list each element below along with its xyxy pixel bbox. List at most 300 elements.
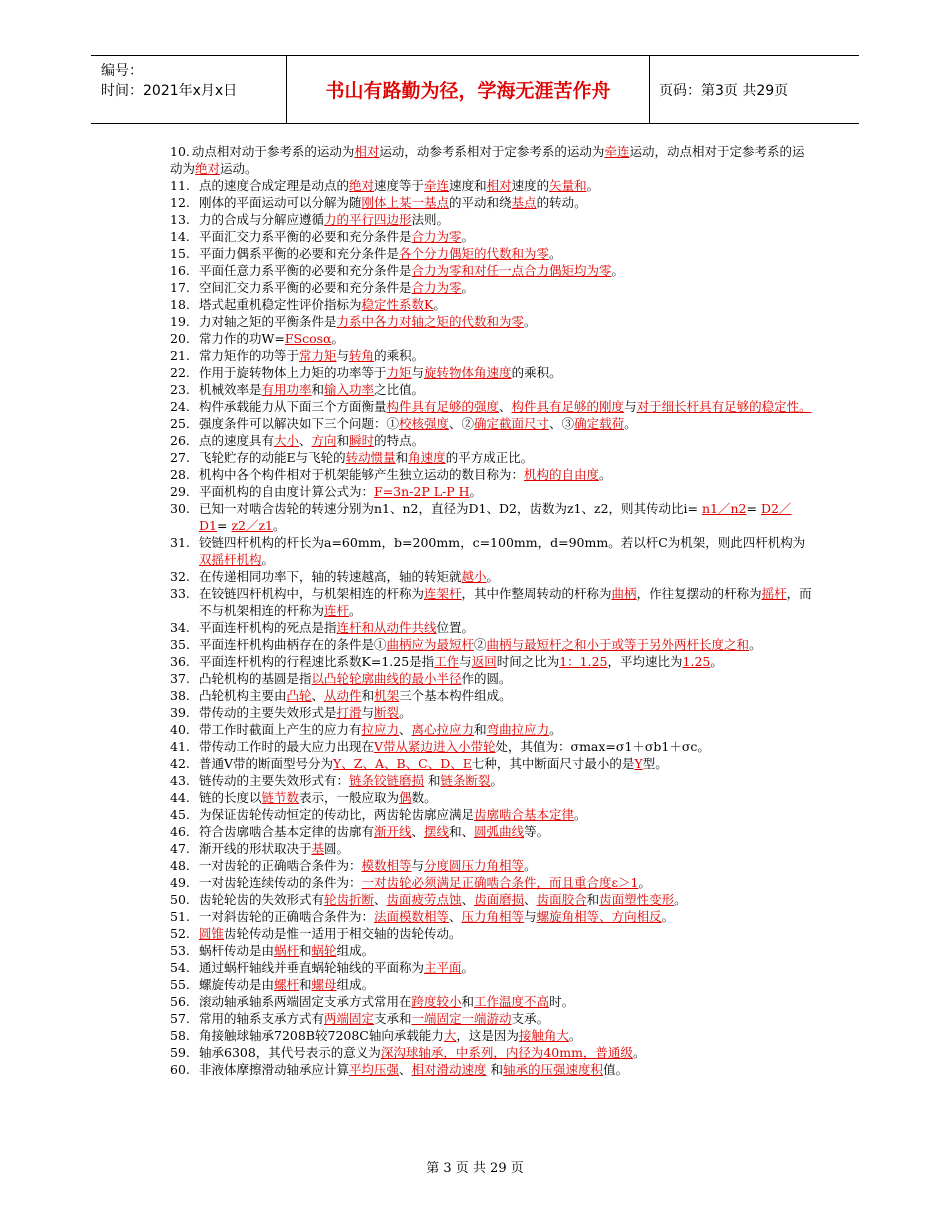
item-text (199, 823, 812, 840)
list-item (170, 177, 812, 194)
question-text: 轴承6308，其代号表示的意义为 (199, 1045, 381, 1060)
list-item (170, 398, 812, 415)
question-text: 和 (311, 382, 325, 397)
answer-text: 构件具有足够的强度 (386, 399, 500, 414)
answer-text: Y、Z、A、B、C、D、E (333, 756, 472, 771)
item-text (199, 755, 812, 772)
answer-text: 双摇杆机构 (199, 552, 262, 567)
question-text: 与 (624, 399, 637, 414)
list-item (170, 1044, 812, 1061)
item-number: 11. (170, 178, 190, 193)
question-text: 凸轮机构主要由 (199, 688, 287, 703)
item-number: 28. (170, 467, 190, 482)
list-item (170, 789, 812, 806)
question-text: 平面汇交力系平衡的必要和充分条件是 (199, 229, 412, 244)
question-text: 力的合成与分解应遵循 (199, 212, 325, 227)
answer-text: 法面模数相等 (374, 909, 450, 924)
question-text: 在传递相同功率下，轴的转速越高，轴的转矩就 (199, 569, 462, 584)
question-text: 支承和 (374, 1011, 412, 1026)
question-text: 时。 (549, 994, 575, 1009)
question-text: 运动，动点相对于定参考系的运动为 (170, 144, 805, 176)
question-text: ，作往复摆动的杆称为 (636, 586, 762, 601)
item-text (199, 1010, 812, 1027)
list-item (170, 823, 812, 840)
answer-text: 相对 (354, 144, 380, 159)
answer-text: 基 (311, 841, 325, 856)
question-text: 和 (586, 892, 600, 907)
item-text (199, 347, 812, 364)
item-number: 38. (170, 688, 190, 703)
list-item (170, 738, 812, 755)
question-text: 。 (524, 314, 537, 329)
item-number: 29. (170, 484, 190, 499)
answer-text: 确定截面尺寸 (474, 416, 550, 431)
answer-text: 确定载荷 (574, 416, 625, 431)
question-text: 带传动的主要失效形式是 (199, 705, 337, 720)
answer-text: 曲柄与最短杆之和小于或等于另外两杆长度之和 (486, 637, 750, 652)
question-text: 。 (624, 416, 637, 431)
item-number: 23. (170, 382, 190, 397)
answer-text: 螺旋角相等、方向相反 (536, 909, 662, 924)
answer-text: 模数相等 (361, 858, 412, 873)
header-page-info: 页码：第3页 共29页 (659, 82, 789, 99)
question-text: 、 (524, 892, 537, 907)
question-text: 的乘积。 (511, 365, 562, 380)
question-text: 和 (461, 994, 475, 1009)
question-text: 和、 (449, 824, 475, 839)
question-text: 一对齿轮的正确啮合条件为： (199, 858, 362, 873)
list-item (170, 619, 812, 636)
question-text: 和 (424, 773, 441, 788)
item-number: 22. (170, 365, 190, 380)
answer-text: 接触角大 (518, 1028, 569, 1043)
question-text: 。 (661, 909, 675, 924)
question-text: 平面连杆机构的行程速比系数K=1.25是指 (199, 654, 435, 669)
list-item (170, 840, 812, 857)
item-text (199, 670, 812, 687)
item-number: 40. (170, 722, 190, 737)
item-text (170, 144, 804, 176)
list-item (170, 806, 812, 823)
item-number: 35. (170, 637, 190, 652)
answer-text: 断裂 (374, 705, 400, 720)
list-item (170, 279, 812, 296)
question-text: 。 (524, 858, 537, 873)
item-text (199, 262, 812, 279)
answer-text: 离心拉应力 (411, 722, 475, 737)
list-item (170, 143, 812, 177)
question-text: 与 (459, 654, 472, 669)
question-text: 螺旋传动是由 (199, 977, 275, 992)
list-item (170, 500, 812, 534)
question-text: 符合齿廓啮合基本定律的齿廓有 (199, 824, 375, 839)
item-text (199, 449, 812, 466)
question-text: 力对轴之矩的平衡条件是 (199, 314, 337, 329)
answer-text: 连杆 (324, 603, 350, 618)
answer-text: 平均压强 (349, 1062, 400, 1077)
question-text: 平面任意力系平衡的必要和充分条件是 (199, 263, 412, 278)
item-text (199, 891, 812, 908)
question-text: 的特点。 (374, 433, 425, 448)
question-text: 。 (273, 518, 286, 533)
item-text (199, 1027, 812, 1044)
list-item (170, 364, 812, 381)
list-item (170, 636, 812, 653)
item-number: 43. (170, 773, 190, 788)
list-item (170, 296, 812, 313)
question-text: 和 (299, 943, 312, 958)
answer-text: 弯曲拉应力 (486, 722, 550, 737)
answer-text: 机构的自由度 (524, 467, 600, 482)
answer-text: 构件具有足够的刚度 (511, 399, 625, 414)
item-number: 50. (170, 892, 190, 907)
question-text: 和 (474, 722, 487, 737)
item-number: 21. (170, 348, 190, 363)
answer-text: 压力角相等 (461, 909, 525, 924)
item-number: 37. (170, 671, 190, 686)
question-text: 法则。 (411, 212, 450, 227)
item-number: 41. (170, 739, 190, 754)
question-text: 、 (411, 824, 425, 839)
item-number: 26. (170, 433, 190, 448)
item-number: 14. (170, 229, 190, 244)
list-item (170, 194, 812, 211)
item-text (199, 738, 812, 755)
answer-text: 圆弧曲线 (474, 824, 525, 839)
question-text: 一对斜齿轮的正确啮合条件为： (199, 909, 375, 924)
question-text: 。 (461, 229, 475, 244)
item-text (199, 1044, 812, 1061)
list-item (170, 1061, 812, 1078)
answer-text: 齿面疲劳点蚀 (386, 892, 462, 907)
question-text: 作用于旋转物体上力矩的功率等于 (199, 365, 387, 380)
item-number: 53. (170, 943, 190, 958)
answer-text: 连架杆 (424, 586, 462, 601)
answer-text: 方向 (311, 433, 337, 448)
question-text: 。 (399, 705, 412, 720)
item-text (199, 568, 812, 585)
answer-text: 主平面 (424, 960, 462, 975)
item-number: 55. (170, 977, 190, 992)
item-text (199, 245, 812, 262)
answer-text: 合力为零和对任一点合力偶矩均为零 (411, 263, 612, 278)
header-motto: 书山有路勤为径，学海无涯苦作舟 (325, 80, 611, 102)
answer-text: 曲柄 (611, 586, 637, 601)
question-text: 七种，其中断面尺寸最小的是 (471, 756, 635, 771)
question-text: 空间汇交力系平衡的必要和充分条件是 (199, 280, 412, 295)
list-item (170, 704, 812, 721)
question-text: 、 (499, 399, 512, 414)
item-number: 42. (170, 756, 190, 771)
question-text: 。 (611, 263, 625, 278)
question-text: 等。 (524, 824, 550, 839)
list-item (170, 942, 812, 959)
item-number: 56. (170, 994, 190, 1009)
question-text: = (746, 501, 761, 516)
item-text (199, 619, 812, 636)
question-text: 、 (399, 1062, 412, 1077)
answer-text: 齿廓啮合基本定律 (474, 807, 575, 822)
list-item (170, 585, 812, 619)
answer-text: 常力矩 (299, 348, 337, 363)
answer-text: 拉应力 (361, 722, 400, 737)
item-text (199, 942, 812, 959)
list-item (170, 653, 812, 670)
answer-text: 合力为零 (411, 229, 462, 244)
question-text: 平面力偶系平衡的必要和充分条件是 (199, 246, 400, 261)
list-item (170, 772, 812, 789)
question-text: ，其中作整周转动的杆称为 (461, 586, 612, 601)
answer-text: FScosα (284, 331, 332, 346)
item-number: 13. (170, 212, 190, 227)
item-number: 18. (170, 297, 190, 312)
item-number: 44. (170, 790, 190, 805)
code-label: 编号： (101, 63, 143, 79)
answer-text: 连杆和从动件共线 (336, 620, 437, 635)
list-item (170, 687, 812, 704)
question-text: 型。 (642, 756, 668, 771)
answer-text: 牵连 (604, 144, 630, 159)
list-item (170, 415, 812, 432)
answer-text: 返回 (471, 654, 497, 669)
list-item (170, 228, 812, 245)
question-text: 链传动的主要失效形式有： (199, 773, 350, 788)
list-item (170, 262, 812, 279)
list-item (170, 432, 812, 449)
answer-text: 两端固定 (324, 1011, 375, 1026)
list-item (170, 993, 812, 1010)
item-number: 27. (170, 450, 190, 465)
question-text: 的平动和绕 (449, 195, 512, 210)
question-text: 表示，一般应取为 (299, 790, 400, 805)
question-text: 支承。 (511, 1011, 550, 1026)
question-text: 位置。 (436, 620, 475, 635)
question-text: 齿轮传动是惟一适用于相交轴的齿轮传动。 (224, 926, 462, 941)
question-text: 之比值。 (374, 382, 425, 397)
answer-text: 有用功率 (261, 382, 312, 397)
list-item (170, 347, 812, 364)
answer-text: 1.25 (682, 654, 711, 669)
list-item (170, 874, 812, 891)
answer-text: 链节数 (261, 790, 300, 805)
question-text: 。 (486, 569, 500, 584)
question-text: 为保证齿轮传动恒定的传动比，两齿轮齿廓应满足 (199, 807, 475, 822)
answer-text: 稳定性系数K (361, 297, 434, 312)
question-text: 的平方成正比。 (445, 450, 534, 465)
answer-text: 绝对 (195, 161, 221, 176)
answer-text: 牵连 (424, 178, 450, 193)
item-text (199, 483, 812, 500)
item-text (199, 432, 812, 449)
question-text: 非液体摩擦滑动轴承应计算 (199, 1062, 350, 1077)
answer-text: 对于细长杆具有足够的稳定性。 (636, 399, 812, 414)
question-text: 通过蜗杆轴线并垂直蜗轮轴线的平面称为 (199, 960, 425, 975)
answer-text: 深沟球轴承，中系列，内径为40mm，普通级 (380, 1045, 633, 1060)
answer-text: 蜗轮 (311, 943, 337, 958)
list-item (170, 568, 812, 585)
item-number: 48. (170, 858, 190, 873)
answer-text: 链条断裂 (440, 773, 491, 788)
item-text (199, 636, 812, 653)
list-item (170, 755, 812, 772)
item-number: 16. (170, 263, 190, 278)
item-text (199, 177, 812, 194)
question-text: 的转动。 (536, 195, 587, 210)
question-text: 构件承载能力从下面三个方面衡量 (199, 399, 387, 414)
question-text: 和 (361, 688, 375, 703)
item-text (199, 381, 812, 398)
question-text: 与 (411, 365, 425, 380)
question-text: 和 (299, 977, 312, 992)
question-text: 飞轮贮存的动能E与飞轮的 (199, 450, 346, 465)
answer-text: 1：1.25 (559, 654, 608, 669)
answer-text: 旋转物体角速度 (424, 365, 512, 380)
page-header (91, 55, 859, 124)
item-number: 30. (170, 501, 190, 516)
question-text: 。 (461, 280, 475, 295)
item-number: 32. (170, 569, 190, 584)
item-number: 12. (170, 195, 190, 210)
question-text: 机构中各个构件相对于机架能够产生独立运动的数目称为： (199, 467, 525, 482)
question-text: 、 (311, 688, 325, 703)
question-text: 速度的 (511, 178, 550, 193)
item-text (199, 279, 812, 296)
question-text: 。 (674, 892, 687, 907)
question-text: 一对齿轮连续传动的条件为： (199, 875, 362, 890)
answer-text: 输入功率 (324, 382, 375, 397)
answer-text: 相对滑动速度 (411, 1062, 487, 1077)
question-text: 组成。 (336, 943, 375, 958)
question-text: 。 (461, 960, 475, 975)
item-text (199, 364, 812, 381)
item-number: 47. (170, 841, 190, 856)
answer-text: 瞬时 (349, 433, 375, 448)
item-number: 60. (170, 1062, 190, 1077)
question-text: 、 (374, 892, 387, 907)
list-item (170, 211, 812, 228)
answer-text: 刚体上某一基点 (361, 195, 450, 210)
header-meta (101, 61, 281, 101)
list-item (170, 976, 812, 993)
item-number: 24. (170, 399, 190, 414)
question-text: 时间之比为 (496, 654, 560, 669)
question-text: 、② (449, 416, 475, 431)
question-text: 机械效率是 (199, 382, 262, 397)
question-text: 。 (349, 603, 362, 618)
item-text (199, 857, 812, 874)
answer-text: 分度圆压力角相等 (424, 858, 525, 873)
answer-text: 大小 (274, 433, 300, 448)
answer-text: 摆线 (424, 824, 450, 839)
item-number: 46. (170, 824, 190, 839)
answer-text: 合力为零 (411, 280, 462, 295)
item-number: 10. (170, 144, 190, 159)
answer-text: 圆锥 (199, 926, 225, 941)
question-text: 与 (524, 909, 537, 924)
item-text (199, 330, 812, 347)
list-item (170, 466, 812, 483)
answer-text: 渐开线 (374, 824, 412, 839)
answer-text: 工作温度不高 (474, 994, 550, 1009)
question-text: 、③ (549, 416, 575, 431)
item-number: 52. (170, 926, 190, 941)
question-text: 角接触球轴承7208B较7208C轴向承载能力 (199, 1028, 444, 1043)
question-text: 。 (749, 637, 762, 652)
answer-text: 各个分力偶矩的代数和为零 (399, 246, 550, 261)
item-text (199, 194, 812, 211)
answer-text: 曲柄应为最短杆 (386, 637, 475, 652)
answer-text: Y (634, 756, 643, 771)
question-text: 点的速度具有 (199, 433, 275, 448)
item-number: 51. (170, 909, 190, 924)
item-text (199, 687, 812, 704)
item-text (199, 398, 812, 415)
answer-text: 力系中各力对轴之矩的代数和为零 (336, 314, 525, 329)
answer-text: 工作 (434, 654, 460, 669)
question-text: 已知一对啮合齿轮的转速分别为n1、n2，直径为D1、D2，齿数为z1、z2，则其传动比i= (199, 501, 702, 516)
answer-text: 转角 (349, 348, 375, 363)
question-text: 速度和 (449, 178, 487, 193)
answer-text: V带从紧边进入小带轮 (374, 739, 496, 754)
question-text: 塔式起重机稳定性评价指标为 (199, 297, 362, 312)
item-number: 39. (170, 705, 190, 720)
question-text: 动点相对动于参考系的运动为 (191, 144, 355, 159)
question-text: 与 (361, 705, 375, 720)
item-text (199, 228, 812, 245)
question-text: 处，其值为：σmax=σ1＋σb1＋σc。 (495, 739, 710, 754)
answer-text: 力矩 (386, 365, 412, 380)
answer-text: 齿面胶合 (536, 892, 587, 907)
list-item (170, 245, 812, 262)
answer-text: 大 (443, 1028, 457, 1043)
item-text (199, 313, 812, 330)
question-text: 点的速度合成定理是动点的 (199, 178, 350, 193)
answer-text: 相对 (486, 178, 512, 193)
answer-text: z2／z1 (231, 518, 274, 533)
list-item (170, 449, 812, 466)
question-text: 强度条件可以解决如下三个问题：① (199, 416, 400, 431)
question-text: 圆。 (324, 841, 350, 856)
question-text: 。 (331, 331, 344, 346)
answer-text: 链条铰链磨损 (349, 773, 425, 788)
question-text: 和 (486, 1062, 504, 1077)
question-text: 带工作时截面上产生的应力有 (199, 722, 362, 737)
item-text (199, 806, 812, 823)
question-text: 、 (399, 722, 412, 737)
list-item (170, 483, 812, 500)
question-text: 三个基本构件组成。 (399, 688, 512, 703)
answer-text: 螺母 (311, 977, 337, 992)
question-text: 作的圆。 (461, 671, 512, 686)
question-text: ，平均速比为 (607, 654, 683, 669)
answer-text: 偶 (399, 790, 412, 805)
item-number: 59. (170, 1045, 190, 1060)
question-text: 与 (411, 858, 425, 873)
item-text (199, 976, 812, 993)
answer-text: D2／D1 (199, 501, 792, 533)
question-text: 平面机构的自由度计算公式为： (199, 484, 375, 499)
item-number: 57. (170, 1011, 190, 1026)
list-item (170, 721, 812, 738)
question-text: 、 (449, 909, 462, 924)
question-text: 。 (574, 807, 587, 822)
header-divider (649, 56, 650, 123)
answer-text: 绝对 (349, 178, 375, 193)
answer-text: 机架 (374, 688, 400, 703)
answer-text: 越小 (461, 569, 487, 584)
answer-text: 螺杆 (274, 977, 300, 992)
question-text: 运动，动参考系相对于定参考系的运动为 (379, 144, 605, 159)
